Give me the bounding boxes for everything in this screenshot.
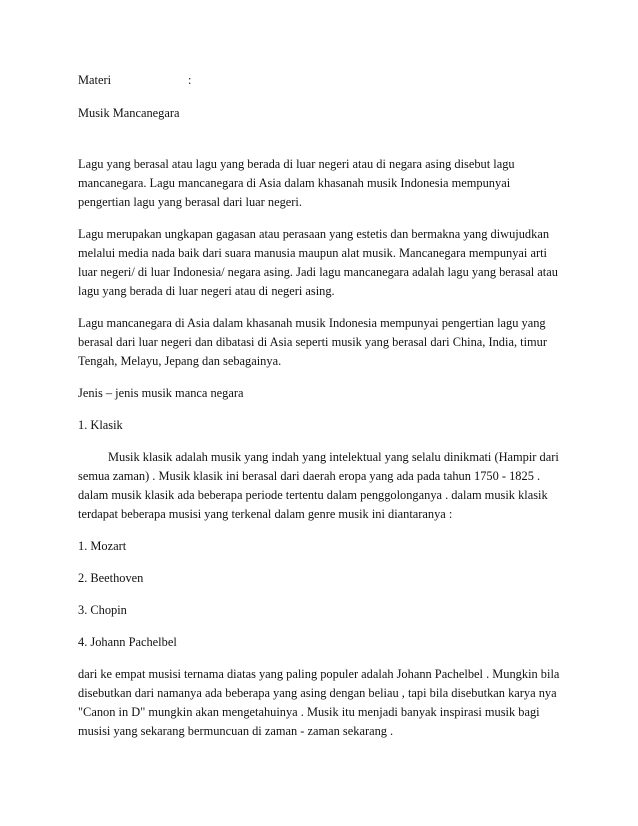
paragraph-definition (78, 155, 570, 212)
document-body (78, 71, 570, 741)
composer-item: 1. Mozart (78, 539, 127, 553)
text-line: berasal dari luar negeri dan dibatasi di Asia seperti musik yang berasal dari China, India, timur (78, 335, 547, 349)
composer-item: 3. Chopin (78, 603, 127, 617)
text-line: lagu yang berada di luar negeri atau di negeri asing. (78, 284, 335, 298)
text-line: luar negeri/ di luar Indonesia/ negara asing. Jadi lagu mancanegara adalah lagu yang berasal atau (78, 265, 558, 279)
jenis-heading: Jenis – jenis musik manca negara (78, 386, 244, 400)
subject-title: Musik Mancanegara (78, 106, 180, 120)
text-line: Lagu mancanegara di Asia dalam khasanah musik Indonesia mempunyai pengertian lagu yang (78, 316, 546, 330)
text-line: melalui media nada baik dari suara manusia maupun alat musik. Mancanegara mempunyai arti (78, 246, 547, 260)
materi-header (78, 71, 570, 90)
materi-colon: : (188, 73, 192, 87)
text-line: musisi yang sekarang bermuncuan di zaman - zaman sekarang . (78, 724, 394, 738)
klasik-heading: 1. Klasik (78, 418, 123, 432)
materi-label: Materi (78, 73, 112, 87)
text-line: Lagu merupakan ungkapan gagasan atau perasaan yang estetis dan bermakna yang diwujudkan (78, 227, 550, 241)
paragraph-lagu (78, 225, 570, 301)
text-line: dari ke empat musisi ternama diatas yang paling populer adalah Johann Pachelbel . Mungkin bila (78, 667, 560, 681)
paragraph-pachelbel (78, 665, 570, 741)
text-line: disebutkan dari namanya ada beberapa yang asing dengan beliau , tapi bila disebutkan karya nya (78, 686, 557, 700)
composer-item: 4. Johann Pachelbel (78, 635, 177, 649)
text-line: semua zaman) . Musik klasik ini berasal dari daerah eropa yang ada pada tahun 1750 - 1825 . (78, 469, 541, 483)
paragraph-klasik (78, 448, 570, 524)
composer-item: 2. Beethoven (78, 571, 144, 585)
text-line: terdapat beberapa musisi yang terkenal dalam genre musik ini diantaranya : (78, 507, 453, 521)
text-line: mancanegara. Lagu mancanegara di Asia dalam khasanah musik Indonesia mempunyai (78, 176, 511, 190)
text-line: Lagu yang berasal atau lagu yang berada di luar negeri atau di negara asing disebut lagu (78, 157, 515, 171)
paragraph-asia (78, 314, 570, 371)
text-line: Tengah, Melayu, Jepang dan sebagainya. (78, 354, 282, 368)
text-line: Musik klasik adalah musik yang indah yang intelektual yang selalu dinikmati (Hampir dari (108, 450, 559, 464)
text-line: "Canon in D" mungkin akan mengetahuinya . Musik itu menjadi banyak inspirasi musik bagi (78, 705, 540, 719)
text-line: dalam musik klasik ada beberapa periode tertentu dalam penggolonganya . dalam musik klasik (78, 488, 548, 502)
text-line: pengertian lagu yang berasal dari luar negeri. (78, 195, 302, 209)
